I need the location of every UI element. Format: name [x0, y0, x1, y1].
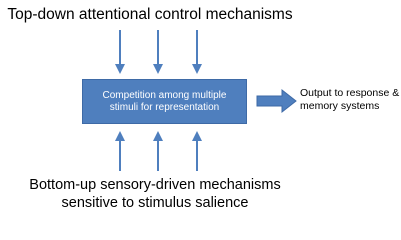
top-down-label: Top-down attentional control mechanisms [7, 6, 293, 23]
top-down-arrows [120, 30, 197, 69]
bottom-up-arrows [120, 136, 197, 171]
output-block-arrow [257, 90, 296, 112]
bottom-up-label: Bottom-up sensory-driven mechanisms sensitive to stimulus salience [29, 177, 281, 211]
output-label: Output to response & memory systems [300, 87, 400, 112]
competition-label: Competition among multiple stimuli for representation [102, 89, 227, 113]
competition-box [82, 79, 247, 124]
